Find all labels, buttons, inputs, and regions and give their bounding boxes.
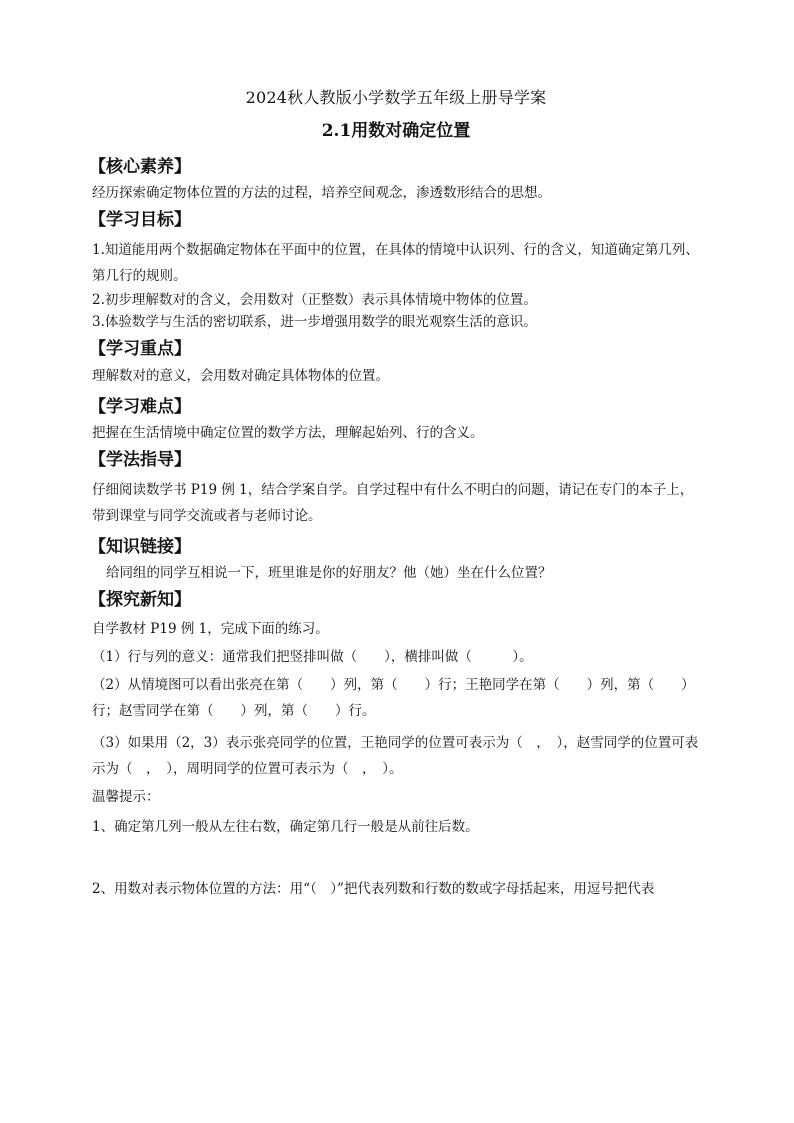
method-text: 仔细阅读数学书 P19 例 1，结合学案自学。自学过程中有什么不明白的问题，请记在专门的本子上，带到课堂与同学交流或者与老师讨论。 [92,482,694,524]
difficulty-text: 把握在生活情境中确定位置的数学方法，理解起始列、行的含义。 [92,425,484,441]
tip-heading: 温馨提示： [92,789,160,805]
section-heading-link: 【知识链接】 [89,537,191,557]
goal-item-3: 3.体验数学与生活的密切联系，进一步增强用数学的眼光观察生活的意识。 [92,314,537,330]
key-text: 理解数对的意义，会用数对确定具体物体的位置。 [92,368,389,384]
section-heading-method: 【学法指导】 [89,450,191,470]
explore-intro: 自学教材 P19 例 1，完成下面的练习。 [92,621,329,637]
section-heading-goals: 【学习目标】 [89,210,191,230]
explore-question-1: （1）行与列的意义：通常我们把竖排叫做（ ），横排叫做（ ）。 [92,649,533,665]
goal-item-2: 2.初步理解数对的含义，会用数对（正整数）表示具体情境中物体的位置。 [92,292,537,308]
explore-question-2: （2）从情境图可以看出张亮在第（ ）列，第（ ）行；王艳同学在第（ ）列，第（ ）行；赵雪同学在第（ ）列，第（ ）行。 [92,677,695,719]
tip-1: 1、确定第几列一般从左往右数，确定第几行一般是从前往后数。 [92,819,479,835]
section-heading-explore: 【探究新知】 [89,590,191,610]
tip-2: 2、用数对表示物体位置的方法：用“（ ）”把代表列数和行数的数或字母括起来，用逗号把代表 [92,881,655,897]
core-text: 经历探索确定物体位置的方法的过程，培养空间观念，渗透数形结合的思想。 [92,185,551,201]
section-heading-core: 【核心素养】 [89,157,191,177]
document-title: 2024秋人教版小学数学五年级上册导学案 [245,88,547,107]
link-text: 给同组的同学互相说一下，班里谁是你的好朋友？他（她）坐在什么位置？ [106,565,552,581]
explore-question-3: （3）如果用（2，3）表示张亮同学的位置，王艳同学的位置可表示为（ ， ），赵雪同学的位置可表示为（ ， ），周明同学的位置可表示为（ ， ）。 [92,735,699,777]
lesson-title: 2.1用数对确定位置 [321,121,471,141]
goal-item-1: 1.知道能用两个数据确定物体在平面中的位置，在具体的情境中认识列、行的含义，知道确定第几列、第几行的规则。 [92,242,699,284]
section-heading-key: 【学习重点】 [89,339,191,359]
section-heading-difficulty: 【学习难点】 [89,397,191,417]
